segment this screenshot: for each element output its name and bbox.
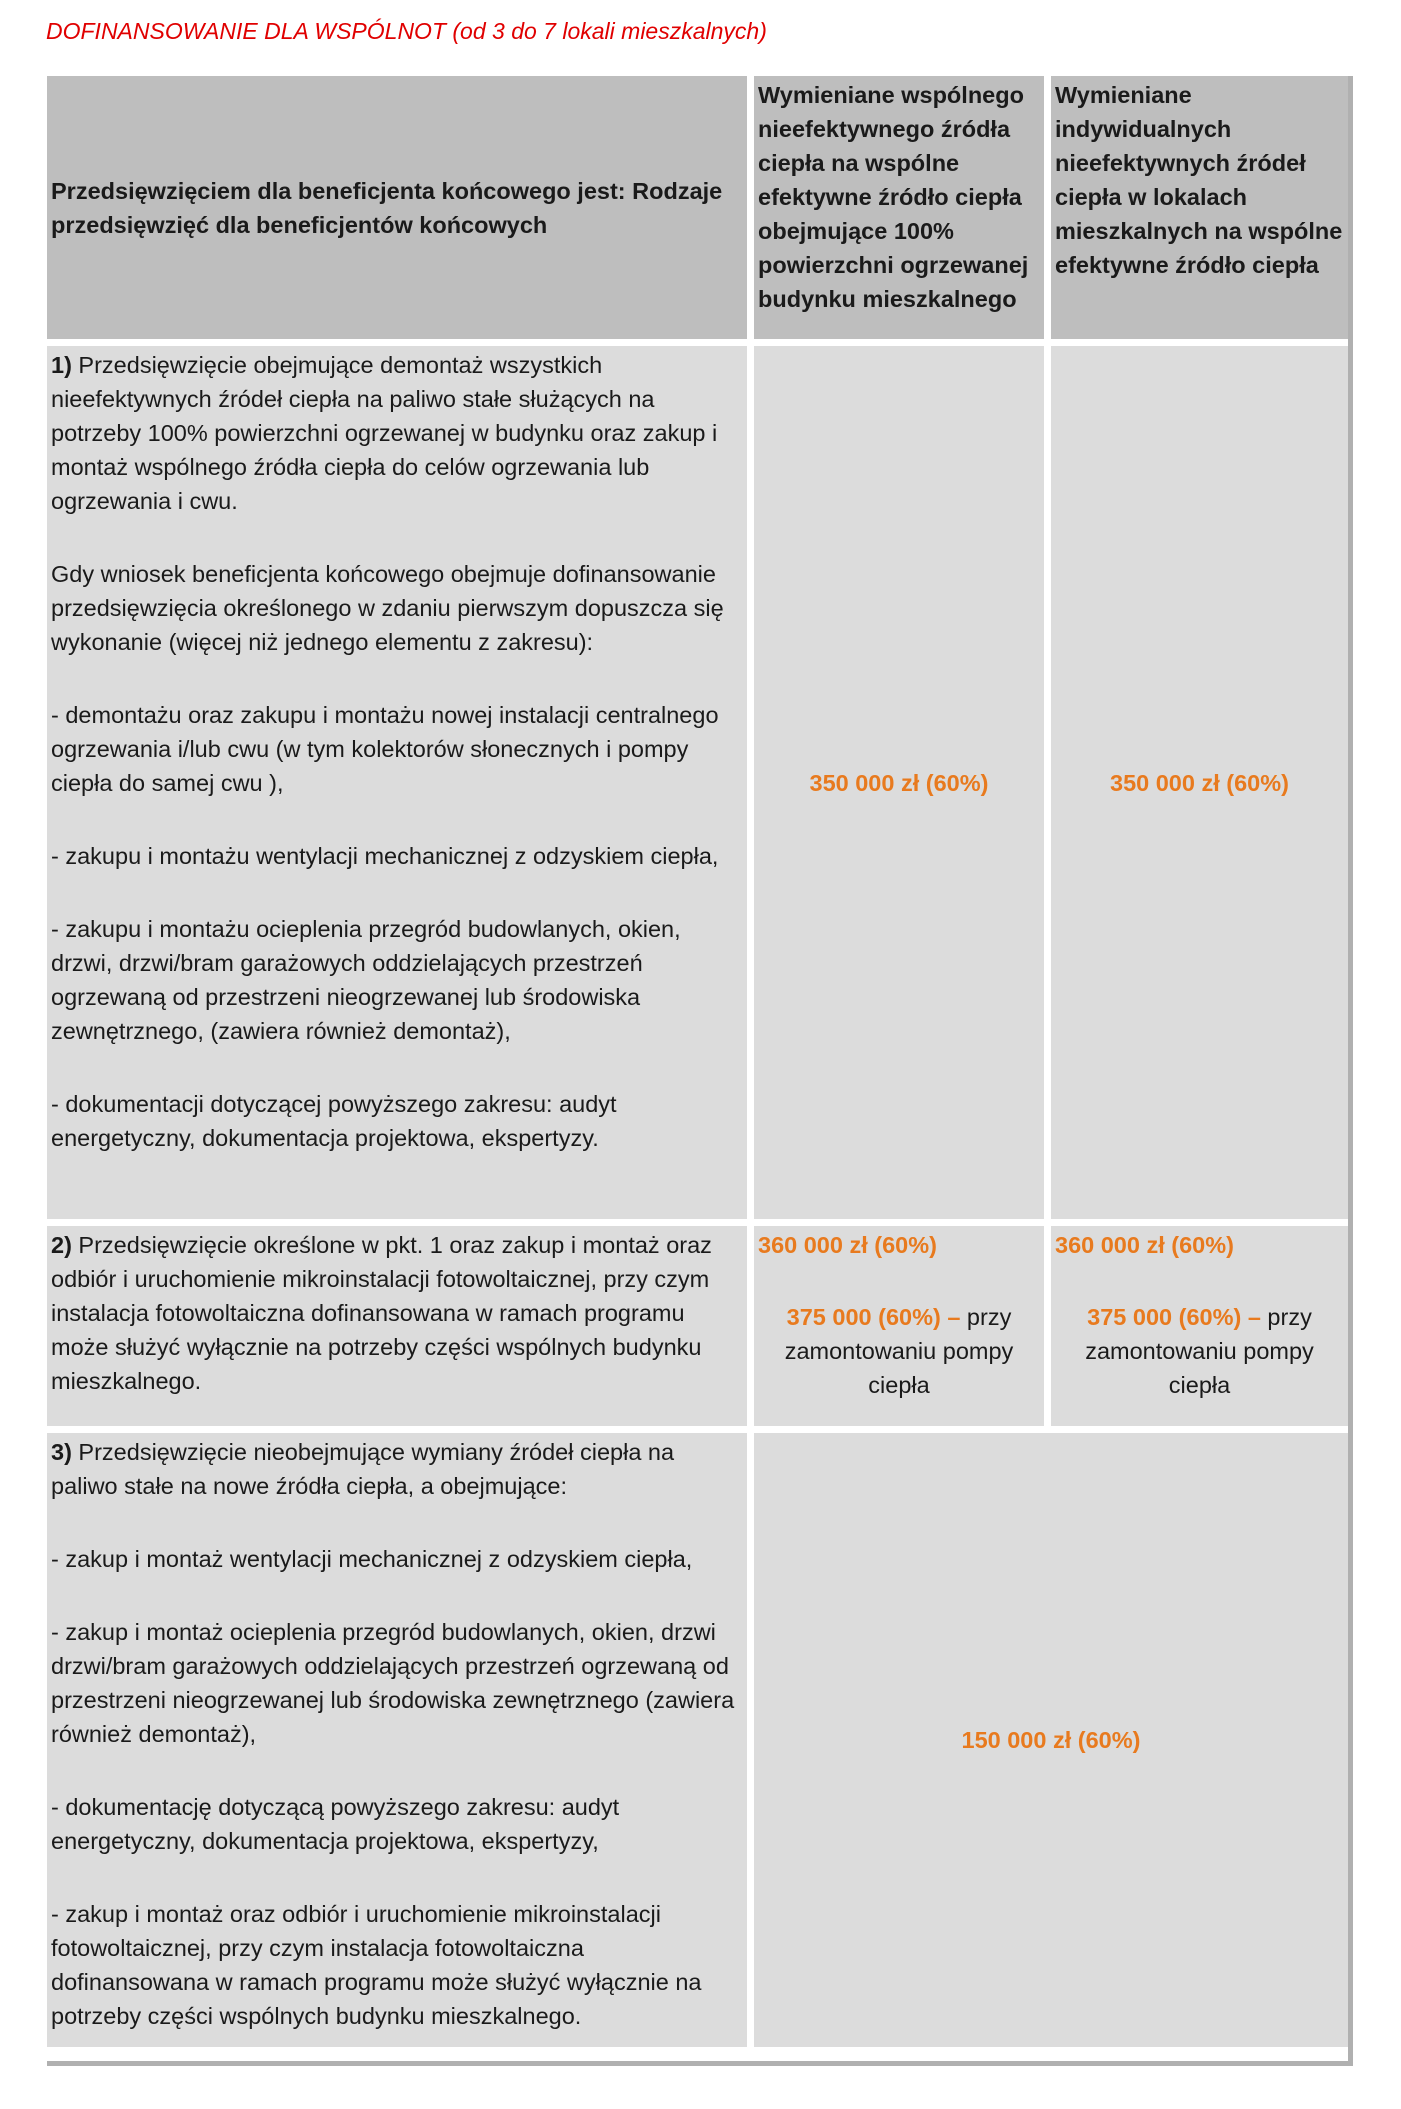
row3-paragraph-3: - zakup i montaż ocieplenia przegród budowlanych, okien, drzwi drzwi/bram garażowych oddzielających przestrzeń ogrzewaną od przestrzeni nieogrzewanej lub środowiska zewnętrznego (zawiera również demontaż), (51, 1619, 735, 1747)
row1-paragraph-6: - dokumentacji dotyczącej powyższego zakresu: audyt energetyczny, dokumentacja projektowa, ekspertyzy. (51, 1091, 617, 1151)
row2-individual-secondary (1055, 1300, 1344, 1402)
page-title: DOFINANSOWANIE DLA WSPÓLNOT (od 3 do 7 lokali mieszkalnych) (46, 18, 767, 44)
row1-paragraph-2: Gdy wniosek beneficjenta końcowego obejmuje dofinansowanie przedsięwzięcia określonego w zdaniu pierwszym dopuszcza się wykonanie (więcej niż jednego elementu z zakresu): (51, 561, 724, 655)
row2-description (47, 1226, 747, 1426)
header-cell-project-types: Przedsięwzięciem dla beneficjenta końcowego jest: Rodzaje przedsięwzięć dla beneficjentów końcowych (47, 76, 747, 339)
table-row-1 (47, 346, 1348, 1219)
row3-description (47, 1433, 747, 2047)
row1-paragraph-1-text: Przedsięwzięcie obejmujące demontaż wszystkich nieefektywnych źródeł ciepła na paliwo stałe służących na potrzeby 100% powierzchni ogrzewanej w budynku oraz zakup i montaż wspólnego źródła ciepła do celów ogrzewania lub ogrzewania i cwu. (51, 352, 718, 514)
row2-number: 2) (51, 1232, 72, 1258)
row3-paragraph-4: - dokumentację dotyczącą powyższego zakresu: audyt energetyczny, dokumentacja projektowa, ekspertyzy, (51, 1794, 620, 1854)
row2-shared-secondary-amount: 375 000 (60%) – (786, 1304, 961, 1330)
row3-paragraph-2: - zakup i montaż wentylacji mechanicznej z odzyskiem ciepła, (51, 1546, 693, 1572)
table-row-2 (47, 1226, 1348, 1426)
row3-paragraph-5: - zakup i montaż oraz odbiór i uruchomienie mikroinstalacji fotowoltaicznej, przy czym instalacja fotowoltaiczna dofinansowana w ramach programu może służyć wyłącznie na potrzeby części wspólnych budynku mieszkalnego. (51, 1901, 702, 2029)
row1-paragraph-4: - zakupu i montażu wentylacji mechanicznej z odzyskiem ciepła, (51, 843, 719, 869)
row1-number: 1) (51, 352, 72, 378)
row2-shared-secondary-text: przy zamontowaniu pompy ciepła (784, 1304, 1014, 1398)
funding-table (40, 69, 1355, 2054)
row2-amount-individual (1051, 1226, 1348, 1426)
row2-shared-primary: 360 000 zł (60%) (758, 1232, 937, 1258)
row1-description (47, 346, 747, 1219)
row2-text: Przedsięwzięcie określone w pkt. 1 oraz zakup i montaż oraz odbiór i uruchomienie mikroinstalacji fotowoltaicznej, przy czym instalacja fotowoltaiczna dofinansowana w ramach programu może służyć wyłącznie na potrzeby części wspólnych budynku mieszkalnego. (51, 1232, 712, 1394)
row2-shared-secondary (758, 1300, 1040, 1402)
row2-individual-secondary-text: przy zamontowaniu pompy ciepła (1085, 1304, 1314, 1398)
row3-amount-merged: 150 000 zł (60%) (754, 1433, 1348, 2047)
row3-number: 3) (51, 1439, 72, 1465)
header-cell-individual-sources: Wymieniane indywidualnych nieefektywnych źródeł ciepła w lokalach mieszkalnych na wspólne efektywne źródło ciepła (1051, 76, 1348, 339)
row1-amount-individual: 350 000 zł (60%) (1051, 346, 1348, 1219)
row1-paragraph-3: - demontażu oraz zakupu i montażu nowej instalacji centralnego ogrzewania i/lub cwu (w tym kolektorów słonecznych i pompy ciepła do samej cwu ), (51, 702, 719, 796)
funding-table-frame (47, 76, 1353, 2066)
table-row-3 (47, 1433, 1348, 2047)
row2-individual-secondary-amount: 375 000 (60%) – (1087, 1304, 1261, 1330)
row2-individual-primary: 360 000 zł (60%) (1055, 1232, 1234, 1258)
row1-paragraph-1 (51, 348, 743, 518)
row3-paragraph-1 (51, 1435, 743, 1503)
header-cell-shared-source: Wymieniane wspólnego nieefektywnego źródła ciepła na wspólne efektywne źródło ciepła obejmujące 100% powierzchni ogrzewanej budynku mieszkalnego (754, 76, 1044, 339)
table-header-row (47, 76, 1348, 339)
row2-amount-shared (754, 1226, 1044, 1426)
row1-amount-shared: 350 000 zł (60%) (754, 346, 1044, 1219)
row3-paragraph-1-text: Przedsięwzięcie nieobejmujące wymiany źródeł ciepła na paliwo stałe na nowe źródła ciepła, a obejmujące: (51, 1439, 675, 1499)
row1-paragraph-5: - zakupu i montażu ocieplenia przegród budowlanych, okien, drzwi, drzwi/bram garażowych oddzielających przestrzeń ogrzewaną od przestrzeni nieogrzewanej lub środowiska zewnętrznego, (zawiera również demontaż), (51, 916, 681, 1044)
